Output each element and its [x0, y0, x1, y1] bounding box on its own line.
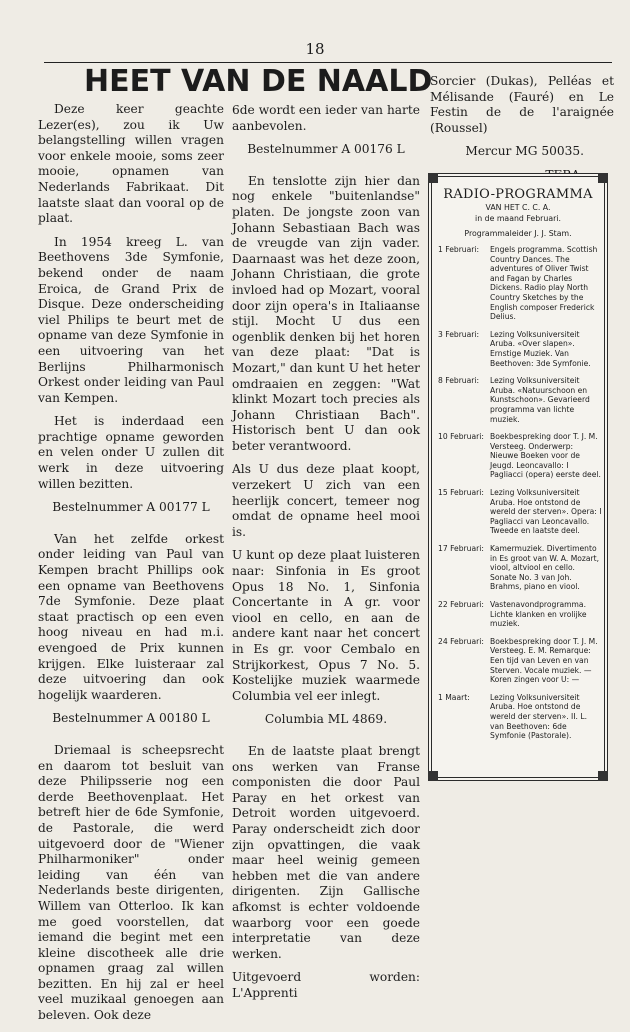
- list-item: [432, 432, 604, 480]
- paragraph: Sorcier (Dukas), Pelléas et Mélisande (Fauré) en Le Festin de de l'araignée (Roussel): [430, 74, 614, 135]
- list-item: [432, 245, 604, 322]
- paragraph: En de laatste plaat brengt ons werken van Franse componisten die door Paul Paray en het orkest van Detroit worden uitgevoerd. Paray onderscheidt zich door zijn opvattingen, die vaak maar heel weinig gemeen hebben met die van andere dirigenten. Zijn Gallische afkomst is echter voldoende waarborg voor een goede interpretatie van deze werken.: [232, 743, 420, 961]
- paragraph: Deze keer geachte Lezer(es), zou ik Uw belangstelling willen vragen voor enkele mooie, soms zeer mooie, opnamen van Nederlands Fabrikaat. Dit laatste slaat dan vooral op de plaat.: [38, 102, 224, 226]
- entry-date: 10 Februari:: [438, 432, 484, 442]
- radio-program-title: RADIO-PROGRAMMA: [443, 187, 593, 202]
- page-number: 18: [305, 40, 325, 58]
- entry-date: 3 Februari:: [438, 329, 480, 339]
- list-item: [432, 693, 604, 741]
- article-title: HEET VAN DE NAALD: [84, 64, 433, 99]
- entry-date: 15 Februari:: [438, 488, 484, 498]
- entry-text: Lezing Volksuniversiteit Aruba. «Over slapen». Ernstige Muziek. Van Beethoven: 3de Symfonie.: [490, 329, 591, 368]
- entry-text: Boekbespreking door T. J. M. Versteeg. E. M. Remarque: Een tijd van Leven en van Sterven. Vocale muziek. — Koren zingen voor U: —: [490, 636, 598, 685]
- order-number: Mercur MG 50035.: [465, 144, 584, 159]
- radio-program-subtitle: VAN HET C. C. A.: [485, 203, 551, 212]
- paragraph: In 1954 kreeg L. van Beethovens 3de Symfonie, bekend onder de naam Eroica, de Grand Prix de Disque. Deze onderscheiding viel Philips te beurt met de opname van deze Symfonie in een uitvoering van het Berlijns Philharmonisch Orkest onder leiding van Paul van Kempen.: [38, 234, 224, 405]
- article-column-1: [38, 102, 224, 1032]
- order-number: Bestelnummer A 00180 L: [52, 711, 210, 726]
- list-item: [432, 330, 604, 368]
- entry-text: Kamermuziek. Divertimento in Es groot van W. A. Mozart, viool, altviool en cello. Sonate No. 3 van Joh. Brahms, piano en viool.: [490, 544, 600, 592]
- entry-date: 24 Februari:: [438, 636, 484, 646]
- entry-date: 1 Maart:: [438, 692, 470, 702]
- list-item: [432, 376, 604, 424]
- entry-text: Vastenavondprogramma. Lichte klanken en vrolijke muziek.: [490, 600, 587, 629]
- entry-text: Lezing Volksuniversiteit Aruba. «Natuurschoon en Kunstschoon». Gevarieerd programma van lichte muziek.: [490, 376, 590, 424]
- entry-text: Boekbespreking door T. J. M. Versteeg. Onderwerp: Nieuwe Boeken voor de Jeugd. Leoncavallo: I Pagliacci (opera) eerste deel.: [490, 432, 601, 480]
- article-column-2: [232, 103, 420, 1009]
- paragraph: Driemaal is scheepsrecht en daarom tot besluit van deze Philipsserie nog een derde Beethovenplaat. Het betreft hier de 6de Symfonie, de Pastorale, die werd uitgevoerd door de "Wiener Philharmoniker" onder leiding van één van Nederlands beste dirigenten, Willem van Otterloo. Ik kan me goed voorstellen, dat iemand die begint met een kleine discotheek alle drie opnamen graag zal willen bezitten. En hij zal er heel veel muzikaal genoegen aan beleven. Ook deze: [38, 742, 224, 1023]
- paragraph: En tenslotte zijn hier dan nog enkele "buitenlandse" platen. De jongste zoon van Johann Sebastiaan Bach was de vreugde van zijn vader. Daarnaast was het deze zoon, Johann Christiaan, die grote invloed had op Mozart, vooral door zijn opera's in Italiaanse stijl. Mocht U dus een ogenblik denken bij het horen van deze plaat: "Dat is Mozart," dan kunt U het heter omdraaien en zeggen: "Wat klinkt Mozart toch precies als Johann Christiaan Bach". Historisch bent U dan ook beter verantwoord.: [232, 173, 420, 453]
- list-item: [432, 544, 604, 592]
- entry-text: Lezing Volksuniversiteit Aruba. Hoe ontstond de wereld der sterven». Opera: I Pagliacci van Leoncavallo. Tweede en laatste deel.: [490, 488, 602, 536]
- corner-ornament: [428, 173, 438, 183]
- entry-date: 8 Februari:: [438, 376, 480, 386]
- list-item: [432, 488, 604, 536]
- corner-ornament: [598, 173, 608, 183]
- paragraph: Uitgevoerd worden: L'Apprenti: [232, 970, 420, 1000]
- entry-date: 17 Februari:: [438, 544, 484, 554]
- entry-text: Engels programma. Scottish Country Dances. The adventures of Oliver Twist and Fagan by Charles Dickens. Radio play North Country Sketches by the English composer Frederick Delius.: [490, 245, 598, 322]
- paragraph: Als U dus deze plaat koopt, verzekert U zich van een heerlijk concert, temeer nog omdat de opname heel mooi is.: [232, 462, 420, 539]
- radio-program-leader: Programmaleider J. J. Stam.: [464, 229, 572, 238]
- paragraph: 6de wordt een ieder van harte aanbevolen.: [232, 103, 420, 133]
- paragraph: Het is inderdaad een prachtige opname geworden en velen onder U zullen dit werk in deze uitvoering willen bezitten.: [38, 414, 224, 491]
- paragraph: U kunt op deze plaat luisteren naar: Sinfonia in Es groot Opus 18 No. 1, Sinfonia Concertante in A gr. voor viool en cello, en aan de andere kant naar het concert in Es gr. voor Cembalo en Strijkorkest, Opus 7 No. 5. Kostelijke muziek waarmede Columbia vel eer inlegt.: [232, 548, 420, 703]
- corner-ornament: [598, 771, 608, 781]
- header-rule: [44, 62, 612, 63]
- corner-ornament: [428, 771, 438, 781]
- order-number: Bestelnummer A 00177 L: [52, 500, 210, 515]
- radio-program-month: in de maand Februari.: [475, 214, 561, 223]
- entry-date: 22 Februari:: [438, 600, 484, 609]
- entry-text: Lezing Volksuniversiteit Aruba. Hoe ontstond de wereld der sterven». II. L. van Beethoven: 6de Symfonie (Pastorale).: [490, 692, 588, 741]
- list-item: [432, 637, 604, 685]
- order-number: Columbia ML 4869.: [264, 712, 388, 727]
- list-item: [432, 600, 604, 629]
- radio-program-list: [432, 245, 604, 741]
- radio-program-box: [428, 173, 608, 781]
- paragraph: Van het zelfde orkest onder leiding van Paul van Kempen bracht Phillips ook een opname van Beethovens 7de Symfonie. Deze plaat staat practisch op een even hoog niveau en had m.i. evengoed de Prix kunnen krijgen. Elke luisteraar zal deze uitvoering dan ook hogelijk waarderen.: [38, 531, 224, 702]
- order-number: Bestelnummer A 00176 L: [247, 142, 405, 157]
- entry-date: 1 Februari:: [438, 245, 480, 254]
